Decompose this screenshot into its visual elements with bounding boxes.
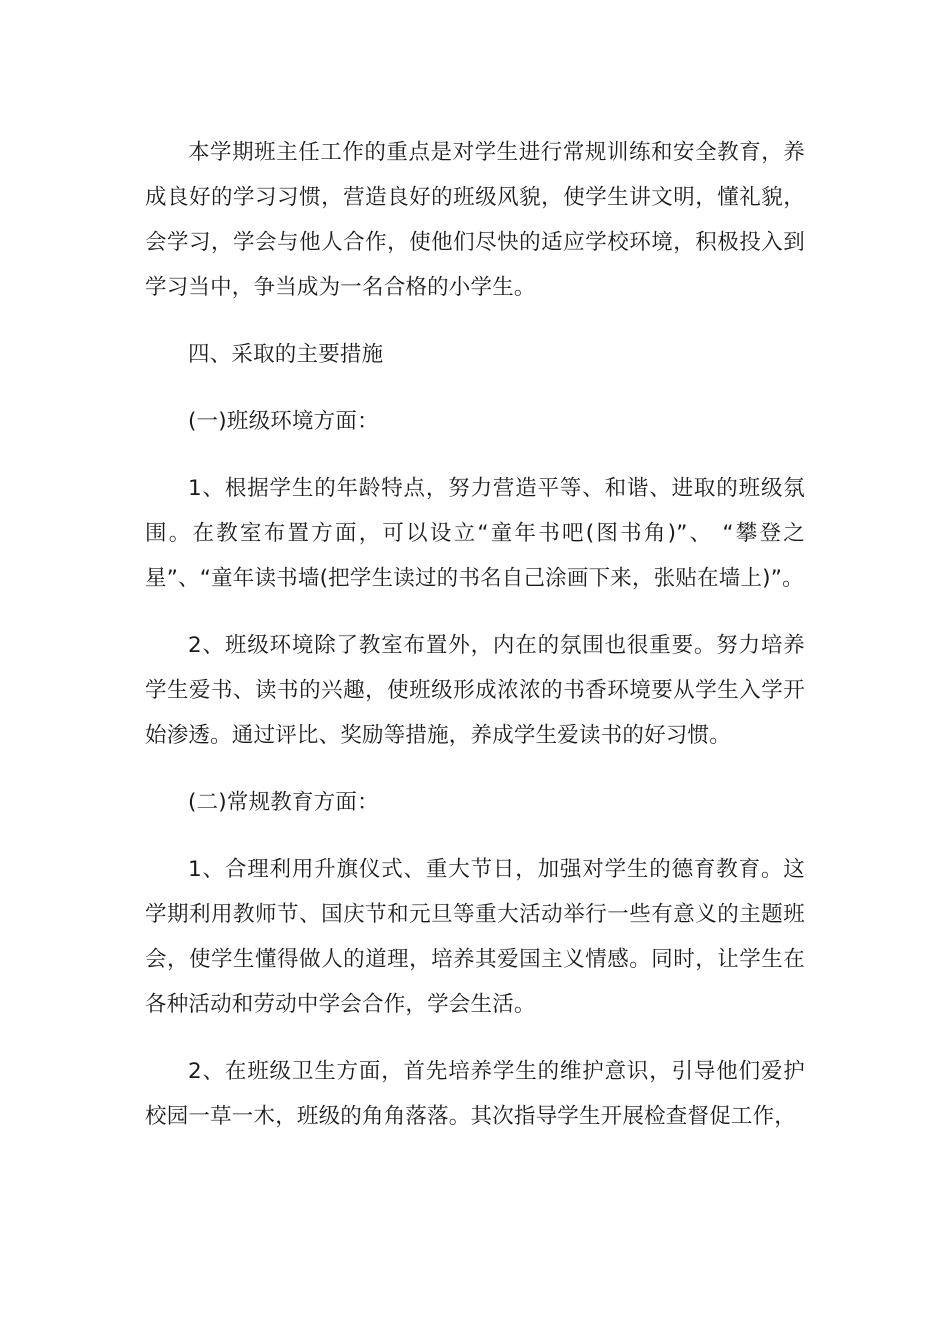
section-heading-measures: 四、采取的主要措施 <box>188 342 384 367</box>
paragraph-environment-1: 1、根据学生的年龄特点，努力营造平等、和谐、进取的班级氛围。在教室布置方面，可以设立“童年书吧(图书角)”、 “攀登之星”、“童年读书墙(把学生读过的书名自己涂画下来，张贴在墙上)”。 <box>145 476 805 591</box>
paragraph-goals: 本学期班主任工作的重点是对学生进行常规训练和安全教育，养成良好的学习习惯，营造良好的班级风貌，使学生讲文明，懂礼貌，会学习，学会与他人合作，使他们尽快的适应学校环境，积极投入到学习当中，争当成为一名合格的小学生。 <box>145 140 805 300</box>
paragraph-routine-1: 1、合理利用升旗仪式、重大节日，加强对学生的德育教育。这学期利用教师节、国庆节和元旦等重大活动举行一些有意义的主题班会，使学生懂得做人的道理，培养其爱国主义情感。同时，让学生在各种活动和劳动中学会合作，学会生活。 <box>145 857 805 1017</box>
paragraph-routine-2: 2、在班级卫生方面，首先培养学生的维护意识，引导他们爱护校园一草一木，班级的角角落落。其次指导学生开展检查督促工作， <box>145 1059 805 1129</box>
paragraph-environment-2: 2、班级环境除了教室布置外，内在的氛围也很重要。努力培养学生爱书、读书的兴趣，使班级形成浓浓的书香环境要从学生入学开始渗透。通过评比、奖励等措施，养成学生爱读书的好习惯。 <box>145 633 805 748</box>
subsection-heading-class-environment: (一)班级环境方面： <box>188 409 379 434</box>
subsection-heading-routine-education: (二)常规教育方面： <box>188 790 379 815</box>
document-body <box>145 130 805 1161</box>
